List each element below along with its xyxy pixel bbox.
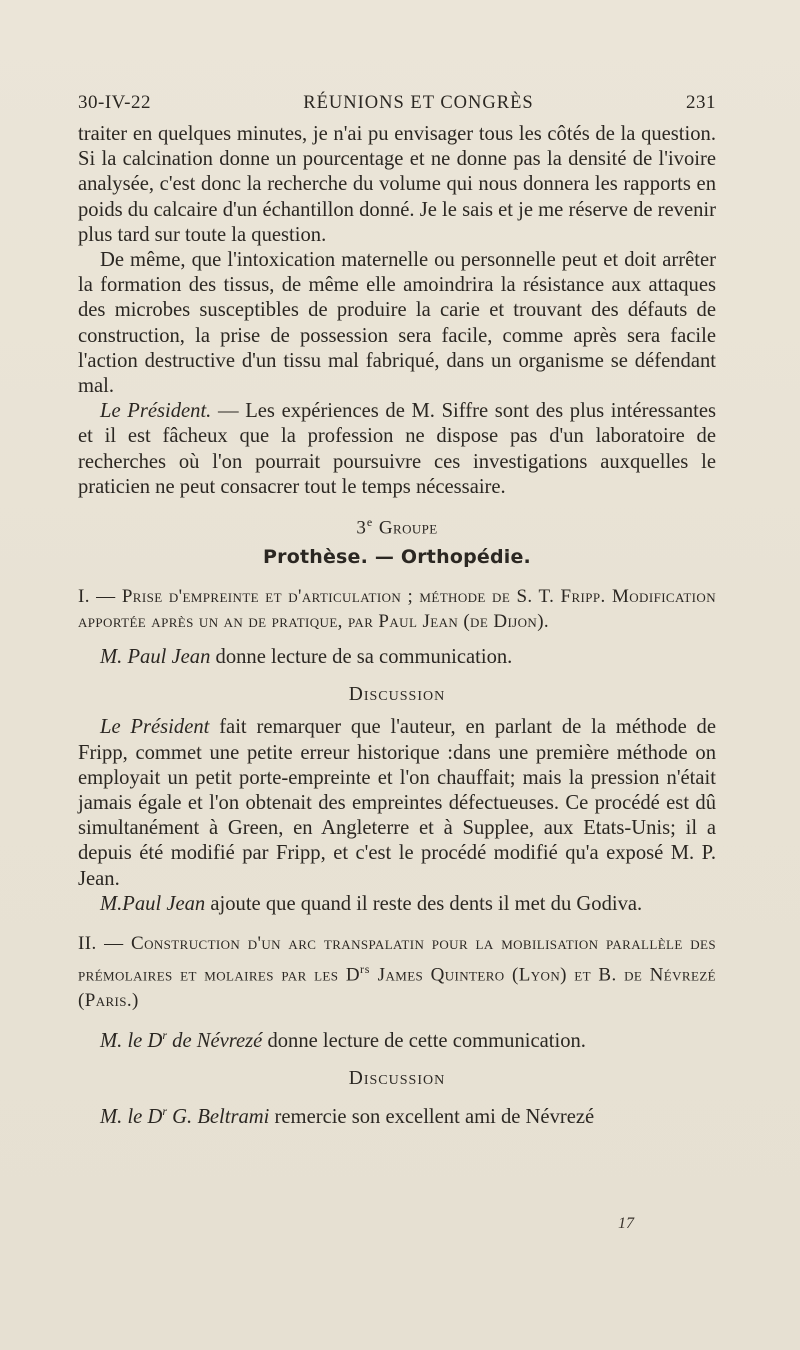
item-1-title <box>78 584 716 635</box>
item-1-reading-text: donne lecture de sa communication. <box>210 645 513 668</box>
header-page-number: 231 <box>686 92 716 113</box>
president-remark-text: — Les expériences de M. Siffre sont des plus intéressantes et il est fâcheux que la profession ne dispose pas d'un laboratoire de recherches où l'on pourrait poursuivre ces investigations auxquelles le praticien ne peut consacrer tout le temps nécessaire. <box>78 400 716 498</box>
discussion-heading-2: Discussion <box>348 1068 446 1090</box>
item-1-text: I. — Prise d'empreinte et d'articulation ; méthode de S. T. Fripp. Modification apportée après un an de pratique, par Paul Jean (de Dijon). <box>78 585 716 633</box>
speaker-president: Le Président. <box>100 400 212 423</box>
discussion-1-president <box>78 715 716 891</box>
group-number-sup: e <box>366 515 374 530</box>
paragraph-president-remark <box>78 399 716 500</box>
item-1-reader: M. Paul Jean <box>100 645 211 668</box>
discussion-1-speaker: Le Président <box>100 716 210 739</box>
item-2-reader-sup: r <box>162 1028 168 1043</box>
item-2-title <box>78 931 716 1013</box>
item-2-text-a: II. — Construction d'un arc transpalatin pour la mobilisation parallèle des prémolaires et molaires par les D <box>78 933 716 985</box>
paragraph-intoxication: De même, que l'intoxication maternelle ou personnelle peut et doit arrêter la formation des tissus, de même elle amoindrira la résistance aux attaques des microbes susceptibles de produire la carie et trouvant des défauts de construction, la prise de possession sera facile, comme après sera facile l'action destructive d'un tissu mal fabriqué, dans un organisme se défendant mal. <box>78 249 716 398</box>
discussion-2-speaker-sup: r <box>162 1104 168 1119</box>
group-label: Groupe <box>378 517 438 539</box>
signature-mark: 17 <box>618 1215 634 1232</box>
item-2-reading <box>78 1023 716 1054</box>
paragraph-continuation: traiter en quelques minutes, je n'ai pu envisager tous les côtés de la question. Si la calcination donne un pourcentage et ne donne pas la densité de l'ivoire analysée, c'est donc la recherche du volume qui nous donnera les rapports en poids du calcaire d'un échantillon donné. Je le sais et je me réserve de revenir plus tard sur toute la question. <box>78 123 716 246</box>
running-header <box>78 92 716 120</box>
discussion-2-beltrami <box>78 1099 716 1130</box>
discussion-2-text: remercie son excellent ami de Névrezé <box>269 1106 595 1129</box>
body-text <box>78 122 716 1130</box>
group-number: 3 <box>356 517 367 539</box>
group-subtitle: Prothèse. — Orthopédie. <box>263 545 531 568</box>
item-2-reading-text: donne lecture de cette communication. <box>262 1029 586 1052</box>
header-title: RÉUNIONS ET CONGRÈS <box>303 93 534 113</box>
group-heading <box>78 510 716 541</box>
item-2-sup: rs <box>359 961 371 976</box>
discussion-1-text: fait remarquer que l'auteur, en parlant de la méthode de Fripp, commet une petite erreur historique :dans une première méthode on employait un petit porte-empreinte et l'on chauffait; mais la pression n'était jamais égale et l'on obtenait des empreintes défectueuses. Ce procédé est dû simultanément à Green, en Angleterre et à Supplee, aux Etats-Unis; il a depuis été modifié par Fripp, et c'est le procédé modifié qu'a exposé M. P. Jean. <box>78 716 716 890</box>
discussion-2-speaker: M. le D <box>100 1106 163 1129</box>
item-2-text-b: James Quintero (Lyon) et B. de Névrezé (Paris.) <box>78 963 716 1011</box>
discussion-heading-1: Discussion <box>348 684 446 706</box>
header-date: 30-IV-22 <box>78 92 151 113</box>
discussion-1-reply-speaker: M.Paul Jean <box>100 892 206 915</box>
discussion-1-reply-text: ajoute que quand il reste des dents il met du Godiva. <box>205 892 643 915</box>
discussion-1-reply <box>78 892 716 917</box>
item-1-reading <box>78 645 716 670</box>
item-2-reader-name: de Névrezé <box>167 1029 263 1052</box>
item-2-reader: M. le D <box>100 1029 163 1052</box>
discussion-2-speaker-name: G. Beltrami <box>167 1106 270 1129</box>
